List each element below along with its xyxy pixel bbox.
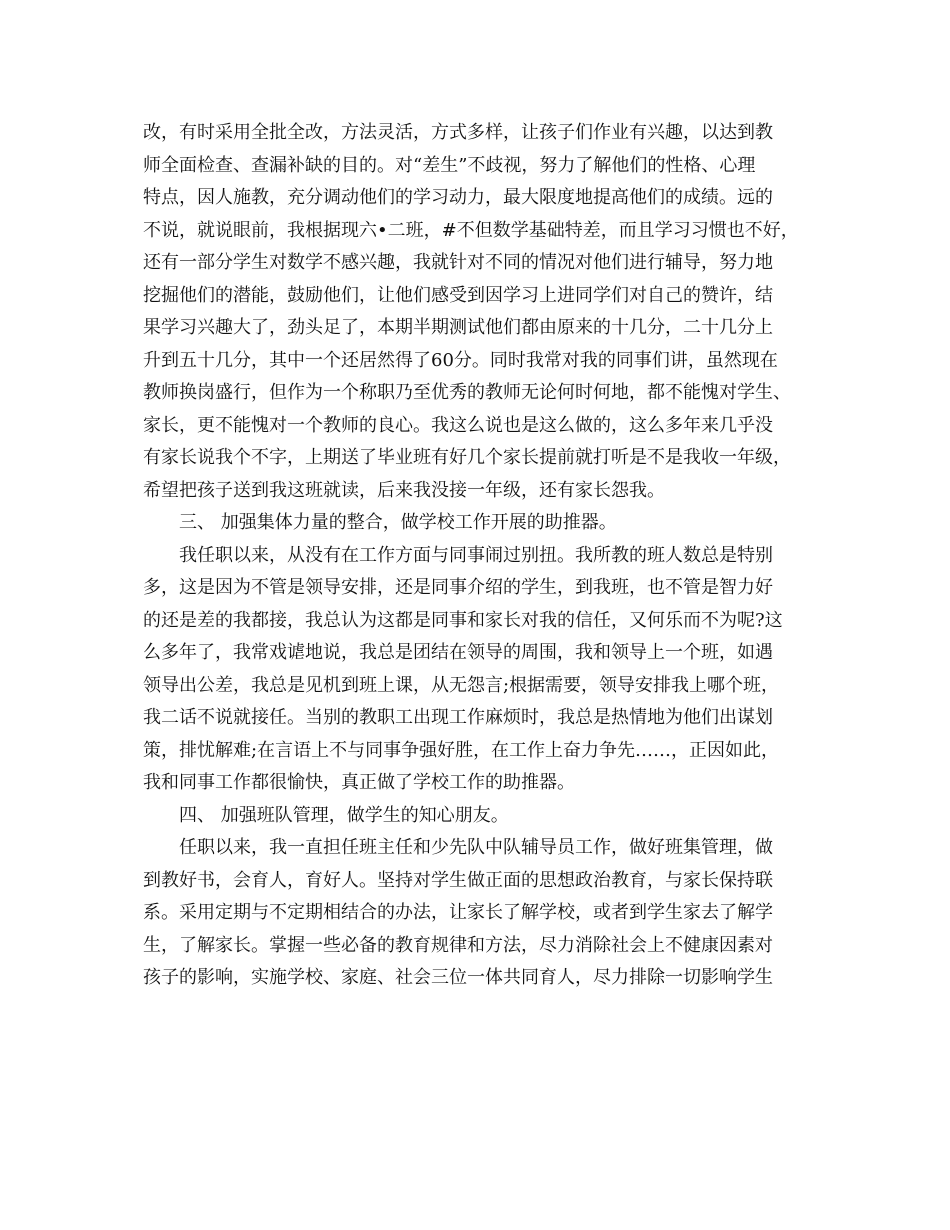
text-line: 三、 加强集体力量的整合，做学校工作开展的助推器。 xyxy=(179,512,617,533)
text-line: 不说，就说眼前，我根据现六•二班，#不但数学基础特差，而且学习习惯也不好， xyxy=(143,219,799,241)
text-line: 家长，更不能愧对一个教师的良心。我这么说也是这么做的，这么多年来几乎没 xyxy=(143,414,773,436)
text-line: 师全面检查、查漏补缺的目的。对“差生”不歧视，努力了解他们的性格、心理 xyxy=(143,154,756,176)
text-line: 我任职以来，从没有在工作方面与同事闹过别扭。我所教的班人数总是特别 xyxy=(179,544,773,566)
text-line: 到教好书，会育人，育好人。坚持对学生做正面的思想政治教育，与家长保持联 xyxy=(143,869,773,891)
text-line: 教师换岗盛行，但作为一个称职乃至优秀的教师无论何时何地，都不能愧对学生、 xyxy=(143,382,791,403)
text-line: 领导出公差，我总是见机到班上课，从无怨言;根据需要，领导安排我上哪个班， xyxy=(143,674,780,696)
text-line: 挖掘他们的潜能，鼓励他们，让他们感受到因学习上进同学们对自己的赞许，结 xyxy=(143,284,773,306)
text-line: 任职以来，我一直担任班主任和少先队中队辅导员工作，做好班集管理，做 xyxy=(179,837,773,858)
text-line: 我和同事工作都很愉快，真正做了学校工作的助推器。 xyxy=(143,772,575,793)
text-line: 的还是差的我都接，我总认为这都是同事和家长对我的信任，又何乐而不为呢?这 xyxy=(143,609,783,631)
text-line: 有家长说我个不字，上期送了毕业班有好几个家长提前就打听是不是我收一年级， xyxy=(143,447,791,468)
text-line: 四、 加强班队管理，做学生的知心朋友。 xyxy=(179,804,509,826)
text-line: 希望把孩子送到我这班就读，后来我没接一年级，还有家长怨我。 xyxy=(143,479,665,501)
text-line: 生，了解家长。掌握一些必备的教育规律和方法，尽力消除社会上不健康因素对 xyxy=(143,934,773,956)
text-line: 系。采用定期与不定期相结合的办法，让家长了解学校，或者到学生家去了解学 xyxy=(143,902,773,923)
text-line: 升到五十几分，其中一个还居然得了60分。同时我常对我的同事们讲，虽然现在 xyxy=(143,349,778,371)
text-line: 策，排忧解难;在言语上不与同事争强好胜，在工作上奋力争先……，正因如此， xyxy=(143,739,780,761)
text-line: 改，有时采用全批全改，方法灵活，方式多样，让孩子们作业有兴趣，以达到教 xyxy=(143,122,773,143)
text-line: 我二话不说就接任。当别的教职工出现工作麻烦时，我总是热情地为他们出谋划 xyxy=(143,707,773,728)
text-line: 特点，因人施教，充分调动他们的学习动力，最大限度地提高他们的成绩。远的 xyxy=(143,187,773,208)
text-line: 孩子的影响，实施学校、家庭、社会三位一体共同育人，尽力排除一切影响学生 xyxy=(143,967,773,988)
text-line: 多，这是因为不管是领导安排，还是同事介绍的学生，到我班，也不管是智力好 xyxy=(143,577,773,598)
document-body xyxy=(143,117,813,995)
text-line: 果学习兴趣大了，劲头足了，本期半期测试他们都由原来的十几分，二十几分上 xyxy=(143,317,773,338)
text-line: 还有一部分学生对数学不感兴趣，我就针对不同的情况对他们进行辅导，努力地 xyxy=(143,252,773,273)
text-line: 么多年了，我常戏谑地说，我总是团结在领导的周围，我和领导上一个班，如遇 xyxy=(143,642,773,663)
